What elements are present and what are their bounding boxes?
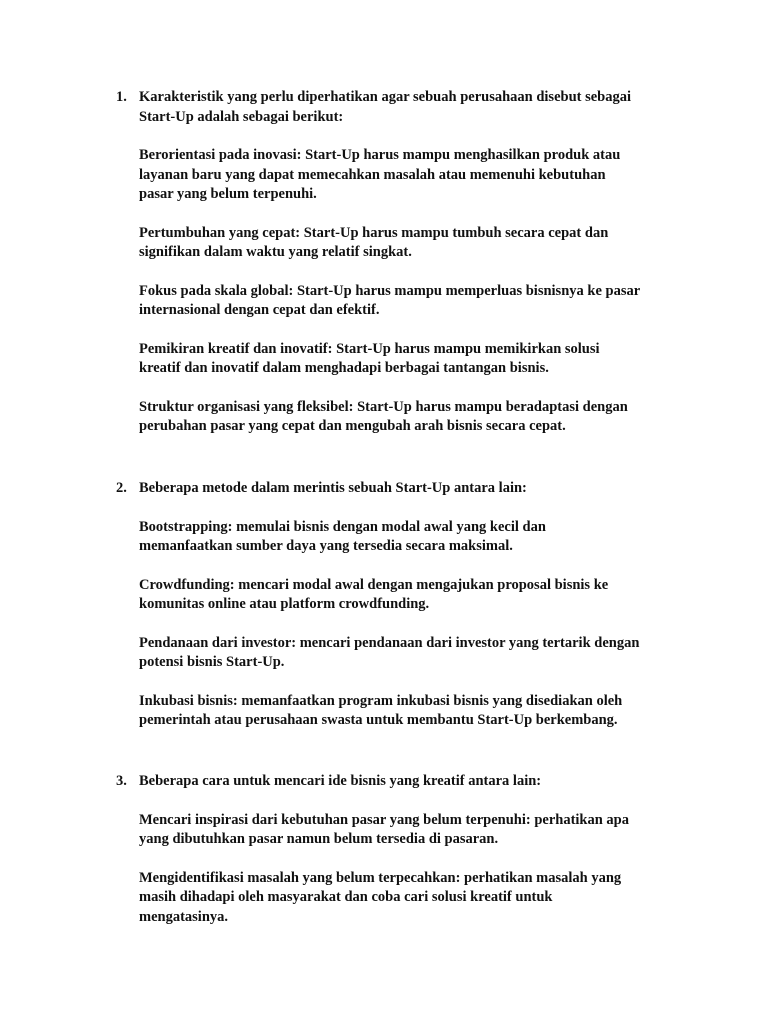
- paragraph: [139, 282, 689, 321]
- list-item-body: [139, 479, 689, 750]
- paragraph: [139, 576, 689, 615]
- text-line: perubahan pasar yang cepat dan mengubah arah bisnis secara cepat.: [139, 418, 566, 434]
- text-line: Pertumbuhan yang cepat: Start-Up harus mampu tumbuh secara cepat dan: [139, 224, 609, 241]
- text-line: Berorientasi pada inovasi: Start-Up harus mampu menghasilkan produk atau: [139, 147, 621, 163]
- list-item-body: [139, 772, 689, 946]
- text-line: Inkubasi bisnis: memanfaatkan program inkubasi bisnis yang disediakan oleh: [139, 692, 623, 709]
- paragraph: [139, 811, 689, 850]
- text-line: Start-Up adalah sebagai berikut:: [139, 108, 344, 125]
- text-line: masih dihadapi oleh masyarakat dan coba cari solusi kreatif untuk: [139, 889, 553, 905]
- text-line: Beberapa cara untuk mencari ide bisnis yang kreatif antara lain:: [139, 773, 542, 789]
- paragraph: [139, 692, 689, 731]
- text-line: pemerintah atau perusahaan swasta untuk membantu Start-Up berkembang.: [139, 712, 618, 728]
- text-line: potensi bisnis Start-Up.: [139, 654, 285, 670]
- text-line: yang dibutuhkan pasar namun belum tersedia di pasaran.: [139, 831, 499, 847]
- text-line: Struktur organisasi yang fleksibel: Start-Up harus mampu beradaptasi dengan: [139, 398, 628, 415]
- list-number: 3.: [116, 773, 127, 789]
- item-heading: [139, 479, 689, 499]
- text-line: pasar yang belum terpenuhi.: [139, 186, 317, 202]
- text-line: mengatasinya.: [139, 908, 229, 925]
- paragraph: [139, 869, 689, 928]
- paragraph: [139, 398, 689, 437]
- list-item-body: [139, 88, 689, 456]
- list-number: 2.: [116, 480, 127, 496]
- paragraph: [139, 146, 689, 205]
- paragraph: [139, 224, 689, 263]
- text-line: Pemikiran kreatif dan inovatif: Start-Up harus mampu memikirkan solusi: [139, 340, 600, 357]
- list-number: 1.: [116, 89, 127, 105]
- text-line: Mencari inspirasi dari kebutuhan pasar yang belum terpenuhi: perhatikan apa: [139, 811, 629, 828]
- text-line: Karakteristik yang perlu diperhatikan agar sebuah perusahaan disebut sebagai: [139, 89, 632, 105]
- text-line: Crowdfunding: mencari modal awal dengan mengajukan proposal bisnis ke: [139, 576, 609, 593]
- text-line: kreatif dan inovatif dalam menghadapi berbagai tantangan bisnis.: [139, 360, 549, 376]
- item-heading: [139, 88, 689, 127]
- text-line: Bootstrapping: memulai bisnis dengan modal awal yang kecil dan: [139, 518, 546, 535]
- paragraph: [139, 518, 689, 557]
- text-line: signifikan dalam waktu yang relatif singkat.: [139, 244, 412, 260]
- text-line: internasional dengan cepat dan efektif.: [139, 302, 380, 318]
- item-heading: [139, 772, 689, 792]
- text-line: Fokus pada skala global: Start-Up harus mampu memperluas bisnisnya ke pasar: [139, 282, 641, 299]
- paragraph: [139, 634, 689, 673]
- text-line: Beberapa metode dalam merintis sebuah Start-Up antara lain:: [139, 480, 527, 496]
- text-line: Pendanaan dari investor: mencari pendanaan dari investor yang tertarik dengan: [139, 634, 640, 651]
- text-line: Mengidentifikasi masalah yang belum terpecahkan: perhatikan masalah yang: [139, 869, 622, 886]
- paragraph: [139, 340, 689, 379]
- text-line: layanan baru yang dapat memecahkan masalah atau memenuhi kebutuhan: [139, 166, 606, 183]
- text-line: komunitas online atau platform crowdfunding.: [139, 596, 430, 612]
- text-line: memanfaatkan sumber daya yang tersedia secara maksimal.: [139, 538, 513, 554]
